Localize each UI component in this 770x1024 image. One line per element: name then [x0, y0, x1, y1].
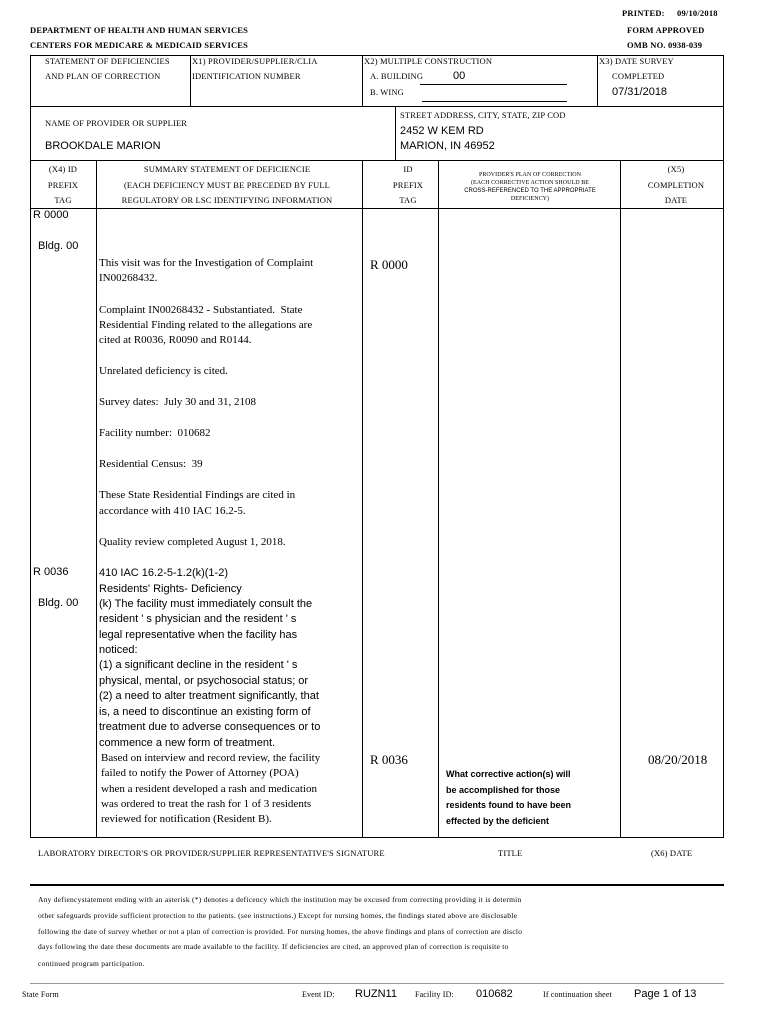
- regulation-line: legal representative when the facility has: [99, 629, 298, 641]
- plan-line: residents found to have been: [446, 800, 572, 810]
- plan-header-line: DEFICIENCY): [510, 196, 550, 202]
- summary-line: Survey dates: July 30 and 31, 2108: [99, 396, 257, 408]
- form-approved-label: FORM APPROVED: [627, 25, 705, 35]
- finding-line: Based on interview and record review, the facility: [101, 752, 321, 764]
- regulation-line: resident ' s physician and the resident ' s: [99, 613, 297, 625]
- x1-provider-label: X1) PROVIDER/SUPPLIER/CLIA: [192, 56, 318, 66]
- id-prefix-tag: R 0036: [370, 752, 408, 767]
- title-label: TITLE: [498, 848, 523, 858]
- rule-vertical-summary: [362, 160, 363, 837]
- page-number: Page 1 of 13: [634, 988, 697, 1000]
- printed-label: PRINTED:: [622, 8, 665, 18]
- summary-line: Residential Census: 39: [99, 458, 203, 470]
- regulation-line: (k) The facility must immediately consult the: [99, 598, 313, 610]
- prefix-tag: R 0000: [33, 209, 69, 221]
- summary-line: This visit was for the Investigation of Complaint: [99, 257, 314, 269]
- regulation-line: is, a need to discontinue an existing form of: [99, 706, 311, 718]
- notice-bottom-rule: [30, 983, 724, 984]
- plan-header-line: CROSS-REFERENCED TO THE APPROPRIATE: [464, 188, 596, 194]
- finding-line: was ordered to treat the rash for 1 of 3 residents: [101, 798, 312, 810]
- rule-vertical-x2: [362, 55, 363, 106]
- notice-line: continued program participation.: [38, 960, 145, 968]
- signature-label: LABORATORY DIRECTOR'S OR PROVIDER/SUPPLIER REPRESENTATIVE'S SIGNATURE: [38, 848, 385, 858]
- plan-line: What corrective action(s) will: [446, 769, 571, 779]
- omb-number: OMB NO. 0938-039: [627, 40, 703, 50]
- regulation-line: Residents' Rights- Deficiency: [99, 583, 242, 595]
- summary-line: accordance with 410 IAC 16.2-5.: [99, 505, 246, 517]
- plan-line: effected by the deficient: [446, 816, 550, 826]
- building-label: A. BUILDING: [370, 71, 424, 81]
- building-underline: [420, 84, 567, 85]
- survey-completed-date: 07/31/2018: [612, 86, 668, 98]
- regulation-line: (2) a need to alter treatment significantly, that: [99, 690, 319, 702]
- x4-header-line: TAG: [54, 195, 72, 205]
- building-value: 00: [453, 70, 466, 82]
- id-header-line: PREFIX: [392, 180, 424, 190]
- x4-header-line: (X4) ID: [48, 164, 78, 174]
- building-tag: Bldg. 00: [38, 597, 79, 609]
- id-header-line: ID: [403, 164, 413, 174]
- wing-underline: [422, 101, 567, 102]
- rule-vertical-address: [395, 106, 396, 160]
- department-title: DEPARTMENT OF HEALTH AND HUMAN SERVICES: [30, 25, 249, 35]
- city-state-zip: MARION, IN 46952: [400, 140, 495, 152]
- notice-line: other safeguards provide sufficient protection to the patients. (see instructions.) Except for nursing homes, the findings stated above are disclosable: [38, 912, 518, 920]
- x1-identification-label: IDENTIFICATION NUMBER: [192, 71, 301, 81]
- rule-vertical-id: [438, 160, 439, 837]
- provider-name: BROOKDALE MARION: [45, 140, 161, 152]
- summary-line: Complaint IN00268432 - Substantiated. State: [99, 304, 303, 316]
- summary-line: cited at R0036, R0090 and R0144.: [99, 334, 252, 346]
- address-label: STREET ADDRESS, CITY, STATE, ZIP COD: [400, 110, 566, 120]
- plan-header-line: (EACH CORRECTIVE ACTION SHOULD BE: [471, 180, 589, 186]
- summary-line: Quality review completed August 1, 2018.: [99, 536, 286, 548]
- regulation-line: commence a new form of treatment.: [99, 737, 276, 749]
- summary-line: Residential Finding related to the allegations are: [99, 319, 313, 331]
- facility-id-value: 010682: [476, 988, 513, 1000]
- x2-construction-label: X2) MULTIPLE CONSTRUCTION: [364, 56, 493, 66]
- plan-of-correction-label: AND PLAN OF CORRECTION: [45, 71, 161, 81]
- x5-header-line: COMPLETION: [647, 180, 705, 190]
- printed-date: 09/10/2018: [677, 8, 718, 18]
- provider-name-label: NAME OF PROVIDER OR SUPPLIER: [45, 118, 188, 128]
- centers-title: CENTERS FOR MEDICARE & MEDICAID SERVICES: [30, 40, 249, 50]
- rule-vertical-plan: [620, 160, 621, 837]
- summary-line: Unrelated deficiency is cited.: [99, 365, 228, 377]
- prefix-tag: R 0036: [33, 566, 69, 578]
- x3-completed-label: COMPLETED: [612, 71, 665, 81]
- x5-header-line: (X5): [667, 164, 685, 174]
- building-tag: Bldg. 00: [38, 240, 79, 252]
- finding-line: when a resident developed a rash and medication: [101, 783, 317, 795]
- regulation-line: treatment due to adverse consequences or to: [99, 721, 321, 733]
- regulation-line: 410 IAC 16.2-5-1.2(k)(1-2): [99, 567, 228, 579]
- notice-line: following the date of survey whether or not a plan of correction is provided. For nursing homes, the above findings and plans of correction are disclo: [38, 928, 523, 936]
- event-id-value: RUZN11: [355, 988, 397, 1000]
- summary-line: These State Residential Findings are cited in: [99, 489, 296, 501]
- rule-vertical-prefix: [96, 160, 97, 837]
- state-form-label: State Form: [22, 990, 59, 999]
- statement-label: STATEMENT OF DEFICIENCIES: [45, 56, 170, 66]
- summary-line: Facility number: 010682: [99, 427, 211, 439]
- rule-row1-bottom: [30, 106, 724, 107]
- regulation-line: (1) a significant decline in the resident ' s: [99, 659, 298, 671]
- regulation-line: noticed:: [99, 644, 138, 656]
- plan-header-line: PROVIDER'S PLAN OF CORRECTION: [478, 172, 582, 178]
- summary-header-line: (EACH DEFICIENCY MUST BE PRECEDED BY FULL: [123, 180, 331, 190]
- finding-line: reviewed for notification (Resident B).: [101, 813, 272, 825]
- summary-header-line: SUMMARY STATEMENT OF DEFICIENCIE: [143, 164, 311, 174]
- x5-header-line: DATE: [664, 195, 688, 205]
- x6-date-label: (X6) DATE: [651, 848, 693, 858]
- notice-line: days following the date these documents are made available to the facility. If deficiencies are cited, an approved plan of correction is requisite to: [38, 943, 509, 951]
- finding-line: failed to notify the Power of Attorney (POA): [101, 767, 299, 779]
- signature-rule: [30, 884, 724, 886]
- id-prefix-tag: R 0000: [370, 257, 408, 272]
- completion-date: 08/20/2018: [648, 752, 708, 767]
- x4-header-line: PREFIX: [47, 180, 79, 190]
- rule-vertical-x3: [597, 55, 598, 106]
- id-header-line: TAG: [399, 195, 417, 205]
- x3-date-survey-label: X3) DATE SURVEY: [599, 56, 674, 66]
- summary-header-line: REGULATORY OR LSC IDENTIFYING INFORMATION: [121, 195, 333, 205]
- continuation-label: If continuation sheet: [543, 990, 612, 999]
- notice-line: Any defiencystatement ending with an asterisk (*) denotes a deficency which the institution may be excused from correcting providing it is determin: [38, 896, 522, 904]
- facility-id-label: Facility ID:: [415, 990, 454, 999]
- regulation-line: physical, mental, or psychosocial status; or: [99, 675, 309, 687]
- wing-label: B. WING: [370, 87, 404, 97]
- summary-line: IN00268432.: [99, 272, 158, 284]
- street-address: 2452 W KEM RD: [400, 125, 484, 137]
- plan-line: be accomplished for those: [446, 785, 561, 795]
- event-id-label: Event ID:: [302, 990, 335, 999]
- rule-vertical-x1: [190, 55, 191, 106]
